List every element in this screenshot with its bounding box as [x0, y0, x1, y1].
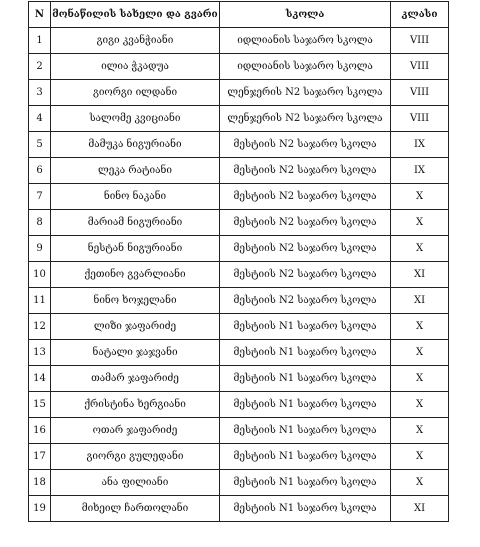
grade-cell: X — [391, 340, 449, 366]
row-number: 10 — [29, 262, 51, 288]
table-row — [29, 132, 449, 158]
grade-cell: X — [391, 418, 449, 444]
participant-name: ნატალი ჯაჯვანი — [51, 340, 220, 366]
grade-cell: X — [391, 470, 449, 496]
school-name: მესტიის N1 საჯარო სკოლა — [220, 418, 391, 444]
grade-cell: VIII — [391, 54, 449, 80]
row-number: 17 — [29, 444, 51, 470]
row-number: 5 — [29, 132, 51, 158]
participants-table — [28, 1, 449, 522]
table-row — [29, 366, 449, 392]
participant-name: მარიამ ნიგურიანი — [51, 210, 220, 236]
grade-cell: X — [391, 444, 449, 470]
table-row — [29, 184, 449, 210]
header-school: სკოლა — [220, 2, 391, 28]
school-name: მესტიის N1 საჯარო სკოლა — [220, 314, 391, 340]
grade-cell: IX — [391, 158, 449, 184]
school-name: მესტიის N2 საჯარო სკოლა — [220, 132, 391, 158]
grade-cell: XI — [391, 262, 449, 288]
school-name: ლენჯერის N2 საჯარო სკოლა — [220, 80, 391, 106]
school-name: მესტიის N2 საჯარო სკოლა — [220, 288, 391, 314]
school-name: მესტიის N1 საჯარო სკოლა — [220, 392, 391, 418]
grade-cell: VIII — [391, 28, 449, 54]
grade-cell: X — [391, 210, 449, 236]
participant-name: ოთარ ჯაფარიძე — [51, 418, 220, 444]
school-name: იდლიანის საჯარო სკოლა — [220, 28, 391, 54]
row-number: 6 — [29, 158, 51, 184]
table-row — [29, 28, 449, 54]
grade-cell: X — [391, 314, 449, 340]
row-number: 8 — [29, 210, 51, 236]
grade-cell: VIII — [391, 106, 449, 132]
row-number: 9 — [29, 236, 51, 262]
school-name: მესტიის N2 საჯარო სკოლა — [220, 210, 391, 236]
participant-name: გიორგი გულედანი — [51, 444, 220, 470]
table-row — [29, 314, 449, 340]
row-number: 7 — [29, 184, 51, 210]
table-row — [29, 106, 449, 132]
participant-name: ლეკა რატიანი — [51, 158, 220, 184]
header-grade: კლასი — [391, 2, 449, 28]
grade-cell: VIII — [391, 80, 449, 106]
header-number: N — [29, 2, 51, 28]
participant-name: თამარ ჯაფარიძე — [51, 366, 220, 392]
header-participant-name: მონაწილის სახელი და გვარი — [51, 2, 220, 28]
grade-cell: XI — [391, 496, 449, 522]
grade-cell: X — [391, 366, 449, 392]
participant-name: გიგი კვანჭიანი — [51, 28, 220, 54]
participant-name: ნესტან ნიგურიანი — [51, 236, 220, 262]
school-name: ლენჯერის N2 საჯარო სკოლა — [220, 106, 391, 132]
grade-cell: X — [391, 236, 449, 262]
school-name: მესტიის N2 საჯარო სკოლა — [220, 184, 391, 210]
table-row — [29, 444, 449, 470]
participant-name: ლიზი ჯაფარიძე — [51, 314, 220, 340]
participant-name: სალომე კვიციანი — [51, 106, 220, 132]
participant-name: ქრისტინა ხერგიანი — [51, 392, 220, 418]
participant-name: მიხეილ ჩართოლანი — [51, 496, 220, 522]
participant-name: ნინო ხოჯელანი — [51, 288, 220, 314]
row-number: 13 — [29, 340, 51, 366]
row-number: 3 — [29, 80, 51, 106]
row-number: 12 — [29, 314, 51, 340]
row-number: 19 — [29, 496, 51, 522]
participant-name: გიორგი ილდანი — [51, 80, 220, 106]
table-row — [29, 392, 449, 418]
school-name: მესტიის N2 საჯარო სკოლა — [220, 262, 391, 288]
table-header-row — [29, 2, 449, 28]
participant-name: ნინო ნაკანი — [51, 184, 220, 210]
row-number: 1 — [29, 28, 51, 54]
row-number: 15 — [29, 392, 51, 418]
grade-cell: XI — [391, 288, 449, 314]
school-name: მესტიის N1 საჯარო სკოლა — [220, 470, 391, 496]
row-number: 2 — [29, 54, 51, 80]
participant-name: მამუკა ნიგურიანი — [51, 132, 220, 158]
table-row — [29, 80, 449, 106]
table-row — [29, 288, 449, 314]
table-row — [29, 54, 449, 80]
school-name: მესტიის N2 საჯარო სკოლა — [220, 158, 391, 184]
table-row — [29, 210, 449, 236]
table-row — [29, 470, 449, 496]
school-name: მესტიის N1 საჯარო სკოლა — [220, 496, 391, 522]
row-number: 11 — [29, 288, 51, 314]
grade-cell: IX — [391, 132, 449, 158]
table-body — [29, 28, 449, 522]
table-row — [29, 236, 449, 262]
school-name: მესტიის N1 საჯარო სკოლა — [220, 366, 391, 392]
grade-cell: X — [391, 184, 449, 210]
table-row — [29, 340, 449, 366]
school-name: მესტიის N1 საჯარო სკოლა — [220, 340, 391, 366]
row-number: 4 — [29, 106, 51, 132]
row-number: 16 — [29, 418, 51, 444]
participant-name: ანა ფილიანი — [51, 470, 220, 496]
table-row — [29, 418, 449, 444]
row-number: 18 — [29, 470, 51, 496]
school-name: იდლიანის საჯარო სკოლა — [220, 54, 391, 80]
row-number: 14 — [29, 366, 51, 392]
participant-name: ქეთინო გვარლიანი — [51, 262, 220, 288]
grade-cell: X — [391, 392, 449, 418]
school-name: მესტიის N1 საჯარო სკოლა — [220, 444, 391, 470]
table-row — [29, 262, 449, 288]
school-name: მესტიის N2 საჯარო სკოლა — [220, 236, 391, 262]
table-row — [29, 158, 449, 184]
table-row — [29, 496, 449, 522]
participant-name: ილია ჭკადუა — [51, 54, 220, 80]
